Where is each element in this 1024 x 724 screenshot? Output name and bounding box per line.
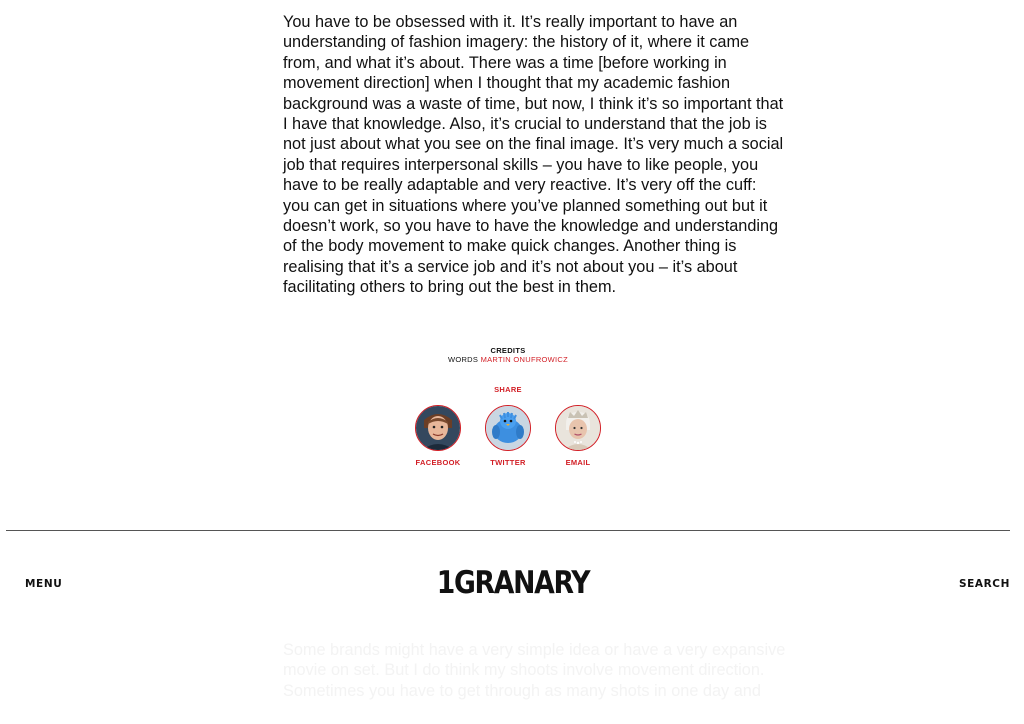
share-email-button[interactable] xyxy=(543,405,613,467)
article-line: not just about what you see on the final image. It’s very much a social xyxy=(283,135,784,154)
article-line: of the body movement to make quick changes. Another thing is xyxy=(283,237,737,256)
article-line: background was a waste of time, but now, I think it’s so important that xyxy=(283,94,784,113)
article-line: from, and what it’s about. There was a time [before working in xyxy=(283,53,727,72)
share-twitter-button[interactable] xyxy=(473,405,543,467)
email-avatar-icon[interactable] xyxy=(555,405,601,451)
site-logo[interactable]: 1GRANARY xyxy=(436,565,590,601)
menu-button[interactable]: MENU xyxy=(25,578,63,590)
faded-article-continuation xyxy=(283,640,823,701)
facebook-avatar-icon[interactable] xyxy=(415,405,461,451)
article-line: realising that it’s a service job and it’s not about you – it’s about xyxy=(283,257,738,276)
article-line: doesn’t work, so you have to have the knowledge and understanding xyxy=(283,217,779,236)
article-line: You have to be obsessed with it. It’s really important to have an xyxy=(283,13,738,31)
credits-words-label: WORDS xyxy=(447,355,479,364)
article-line: understanding of fashion imagery: the history of it, where it came xyxy=(283,33,750,52)
article-line: job that requires interpersonal skills – you have to like people, you xyxy=(283,155,759,174)
share-email-label: EMAIL xyxy=(565,458,591,467)
article-line: movement direction] when I thought that my academic fashion xyxy=(283,74,731,93)
article-line: facilitating others to bring out the best in them. xyxy=(283,278,617,297)
credits-words-author-link[interactable]: MARTIN ONUFROWICZ xyxy=(480,355,569,364)
faded-line: movie on set. But I do think my shoots involve movement direction. xyxy=(283,661,765,680)
faded-line: Sometimes you have to get through as many shots in one day and xyxy=(283,681,761,700)
share-facebook-button[interactable] xyxy=(403,405,473,467)
credits-title: CREDITS xyxy=(490,346,526,355)
site-header xyxy=(0,531,1016,641)
article-line: I have that knowledge. Also, it’s crucial to understand that the job is xyxy=(283,115,767,134)
credits-words xyxy=(0,355,1016,364)
share-facebook-label: FACEBOOK xyxy=(415,458,461,467)
article-line: you can get in situations where you’ve planned something out but it xyxy=(283,196,768,215)
article-line: have to be really adaptable and very reactive. It’s very off the cuff: xyxy=(283,176,757,195)
search-button[interactable]: SEARCH xyxy=(958,578,1010,590)
article-body xyxy=(283,12,823,298)
twitter-bird-icon[interactable] xyxy=(485,405,531,451)
faded-line: Some brands might have a very simple idea or have a very expansive xyxy=(283,641,786,659)
share-twitter-label: TWITTER xyxy=(490,458,526,467)
share-label: SHARE xyxy=(494,385,522,394)
